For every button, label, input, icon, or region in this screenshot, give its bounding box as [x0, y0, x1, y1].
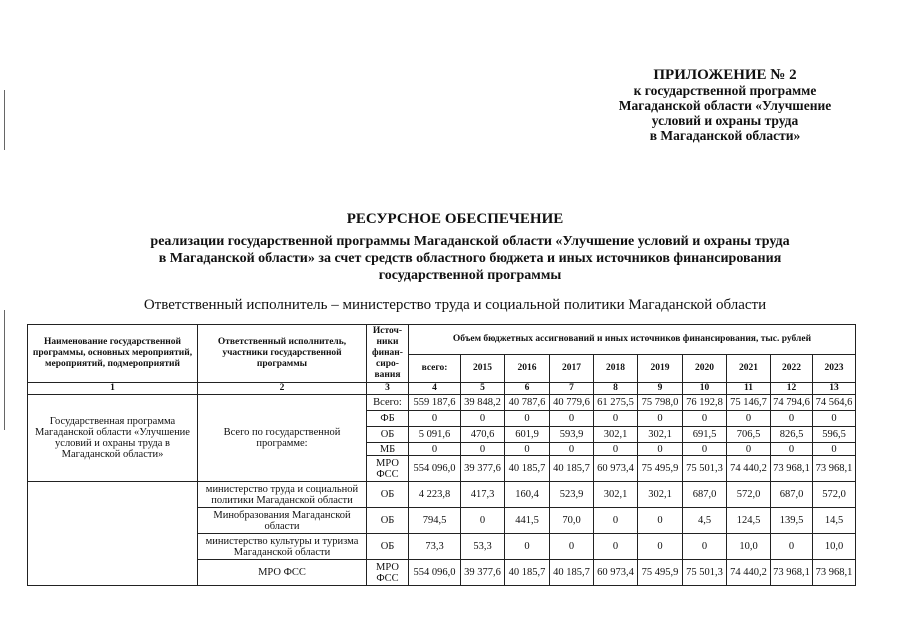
- participant-executor: Минобразования Магаданской области: [198, 508, 367, 534]
- value-cell: 53,3: [461, 534, 505, 560]
- value-cell: 0: [461, 443, 505, 456]
- column-number: 9: [638, 383, 683, 395]
- column-number: 1: [28, 383, 198, 395]
- value-cell: 0: [594, 411, 638, 427]
- value-cell: 0: [505, 534, 550, 560]
- scan-margin-line: [4, 90, 5, 150]
- value-cell: 0: [771, 443, 813, 456]
- value-cell: 61 275,5: [594, 395, 638, 411]
- value-cell: 559 187,6: [409, 395, 461, 411]
- value-cell: 124,5: [727, 508, 771, 534]
- resources-table: [27, 324, 856, 586]
- value-cell: 0: [550, 411, 594, 427]
- value-cell: 0: [409, 443, 461, 456]
- subtitle-line: в Магаданской области» за счет средств областного бюджета и иных источников финансирования: [158, 251, 782, 266]
- participant-executor: министерство культуры и туризма Магаданской области: [198, 534, 367, 560]
- value-cell: 0: [461, 508, 505, 534]
- column-number: 5: [461, 383, 505, 395]
- value-cell: 302,1: [594, 427, 638, 443]
- value-cell: 0: [813, 443, 856, 456]
- value-cell: 70,0: [550, 508, 594, 534]
- value-cell: 14,5: [813, 508, 856, 534]
- value-cell: 0: [727, 443, 771, 456]
- header-year: 2023: [813, 355, 856, 383]
- value-cell: 470,6: [461, 427, 505, 443]
- value-cell: 0: [594, 443, 638, 456]
- value-cell: 40 779,6: [550, 395, 594, 411]
- source-cell: ОБ: [367, 508, 409, 534]
- header-year: 2022: [771, 355, 813, 383]
- value-cell: 0: [409, 411, 461, 427]
- value-cell: 691,5: [683, 427, 727, 443]
- value-cell: 74 440,2: [727, 456, 771, 482]
- value-cell: 0: [594, 534, 638, 560]
- value-cell: 826,5: [771, 427, 813, 443]
- value-cell: 0: [771, 411, 813, 427]
- appendix-line: Магаданской области «Улучшение: [618, 98, 832, 113]
- value-cell: 40 185,7: [505, 456, 550, 482]
- subtitle-line: реализации государственной программы Магаданской области «Улучшение условий и охраны труда: [150, 234, 790, 249]
- value-cell: 75 495,9: [638, 456, 683, 482]
- value-cell: 0: [594, 508, 638, 534]
- value-cell: 73 968,1: [771, 456, 813, 482]
- source-cell: Всего:: [367, 395, 409, 411]
- value-cell: 75 798,0: [638, 395, 683, 411]
- value-cell: 0: [771, 534, 813, 560]
- value-cell: 4 223,8: [409, 482, 461, 508]
- header-year: 2019: [638, 355, 683, 383]
- appendix-block: [560, 68, 890, 143]
- value-cell: 74 440,2: [727, 560, 771, 586]
- participant-executor: министерство труда и социальной политики Магаданской области: [198, 482, 367, 508]
- column-number: 12: [771, 383, 813, 395]
- value-cell: 0: [683, 411, 727, 427]
- value-cell: 0: [638, 443, 683, 456]
- value-cell: 572,0: [727, 482, 771, 508]
- header-year: 2018: [594, 355, 638, 383]
- scan-margin-line: [4, 310, 5, 430]
- value-cell: 60 973,4: [594, 456, 638, 482]
- document-title: РЕСУРСНОЕ ОБЕСПЕЧЕНИЕ: [346, 211, 564, 227]
- value-cell: 554 096,0: [409, 456, 461, 482]
- value-cell: 687,0: [683, 482, 727, 508]
- appendix-line: в Магаданской области»: [649, 128, 801, 143]
- value-cell: 417,3: [461, 482, 505, 508]
- value-cell: 0: [813, 411, 856, 427]
- value-cell: 40 185,7: [550, 456, 594, 482]
- value-cell: 0: [683, 443, 727, 456]
- value-cell: 441,5: [505, 508, 550, 534]
- value-cell: 0: [683, 534, 727, 560]
- value-cell: 687,0: [771, 482, 813, 508]
- value-cell: 40 185,7: [550, 560, 594, 586]
- value-cell: 139,5: [771, 508, 813, 534]
- value-cell: 75 501,3: [683, 560, 727, 586]
- header-year: всего:: [409, 355, 461, 383]
- value-cell: 4,5: [683, 508, 727, 534]
- participant-executor: МРО ФСС: [198, 560, 367, 586]
- value-cell: 40 787,6: [505, 395, 550, 411]
- header-name: Наименование государственной программы, основных мероприятий, мероприятий, подмероприятий: [28, 325, 198, 383]
- column-number: 2: [198, 383, 367, 395]
- value-cell: 39 377,6: [461, 560, 505, 586]
- value-cell: 73 968,1: [813, 456, 856, 482]
- program-executor: Всего по государственной программе:: [198, 395, 367, 482]
- value-cell: 74 794,6: [771, 395, 813, 411]
- source-cell: ФБ: [367, 411, 409, 427]
- responsible-executor: Ответственный исполнитель – министерство труда и социальной политики Магаданской области: [143, 297, 767, 313]
- column-number: 3: [367, 383, 409, 395]
- appendix-line: к государственной программе: [633, 83, 817, 98]
- value-cell: 0: [505, 411, 550, 427]
- header-year: 2016: [505, 355, 550, 383]
- value-cell: 0: [727, 411, 771, 427]
- header-volume: Объем бюджетных ассигнований и иных источников финансирования, тыс. рублей: [409, 325, 856, 355]
- header-year: 2020: [683, 355, 727, 383]
- value-cell: 302,1: [594, 482, 638, 508]
- value-cell: 554 096,0: [409, 560, 461, 586]
- value-cell: 302,1: [638, 427, 683, 443]
- program-name: Государственная программа Магаданской области «Улучшение условий и охраны труда в Магаданской области»: [28, 395, 198, 482]
- source-cell: МБ: [367, 443, 409, 456]
- empty-name-cell: [28, 482, 198, 586]
- column-number: 10: [683, 383, 727, 395]
- value-cell: 75 495,9: [638, 560, 683, 586]
- column-number: 13: [813, 383, 856, 395]
- value-cell: 596,5: [813, 427, 856, 443]
- value-cell: 39 848,2: [461, 395, 505, 411]
- appendix-title: ПРИЛОЖЕНИЕ № 2: [653, 67, 797, 83]
- header-year: 2021: [727, 355, 771, 383]
- column-number: 7: [550, 383, 594, 395]
- source-cell: МРО ФСС: [367, 560, 409, 586]
- value-cell: 60 973,4: [594, 560, 638, 586]
- value-cell: 75 501,3: [683, 456, 727, 482]
- value-cell: 39 377,6: [461, 456, 505, 482]
- value-cell: 74 564,6: [813, 395, 856, 411]
- header-year: 2017: [550, 355, 594, 383]
- value-cell: 593,9: [550, 427, 594, 443]
- column-number: 4: [409, 383, 461, 395]
- value-cell: 76 192,8: [683, 395, 727, 411]
- column-number: 11: [727, 383, 771, 395]
- source-cell: ОБ: [367, 534, 409, 560]
- value-cell: 0: [550, 443, 594, 456]
- value-cell: 73 968,1: [813, 560, 856, 586]
- source-cell: МРО ФСС: [367, 456, 409, 482]
- value-cell: 73,3: [409, 534, 461, 560]
- value-cell: 10,0: [727, 534, 771, 560]
- value-cell: 0: [461, 411, 505, 427]
- value-cell: 40 185,7: [505, 560, 550, 586]
- value-cell: 572,0: [813, 482, 856, 508]
- source-cell: ОБ: [367, 427, 409, 443]
- value-cell: 73 968,1: [771, 560, 813, 586]
- value-cell: 601,9: [505, 427, 550, 443]
- value-cell: 706,5: [727, 427, 771, 443]
- value-cell: 5 091,6: [409, 427, 461, 443]
- document-subtitle: [100, 233, 840, 284]
- column-number: 6: [505, 383, 550, 395]
- appendix-line: условий и охраны труда: [651, 113, 799, 128]
- value-cell: 75 146,7: [727, 395, 771, 411]
- value-cell: 0: [638, 411, 683, 427]
- header-year: 2015: [461, 355, 505, 383]
- header-source: Источ-ники финан-сиро-вания: [367, 325, 409, 383]
- value-cell: 0: [550, 534, 594, 560]
- value-cell: 10,0: [813, 534, 856, 560]
- value-cell: 523,9: [550, 482, 594, 508]
- value-cell: 0: [638, 534, 683, 560]
- column-number: 8: [594, 383, 638, 395]
- source-cell: ОБ: [367, 482, 409, 508]
- value-cell: 302,1: [638, 482, 683, 508]
- value-cell: 0: [638, 508, 683, 534]
- value-cell: 0: [505, 443, 550, 456]
- subtitle-line: государственной программы: [378, 268, 562, 283]
- header-executor: Ответственный исполнитель, участники государственной программы: [198, 325, 367, 383]
- value-cell: 794,5: [409, 508, 461, 534]
- value-cell: 160,4: [505, 482, 550, 508]
